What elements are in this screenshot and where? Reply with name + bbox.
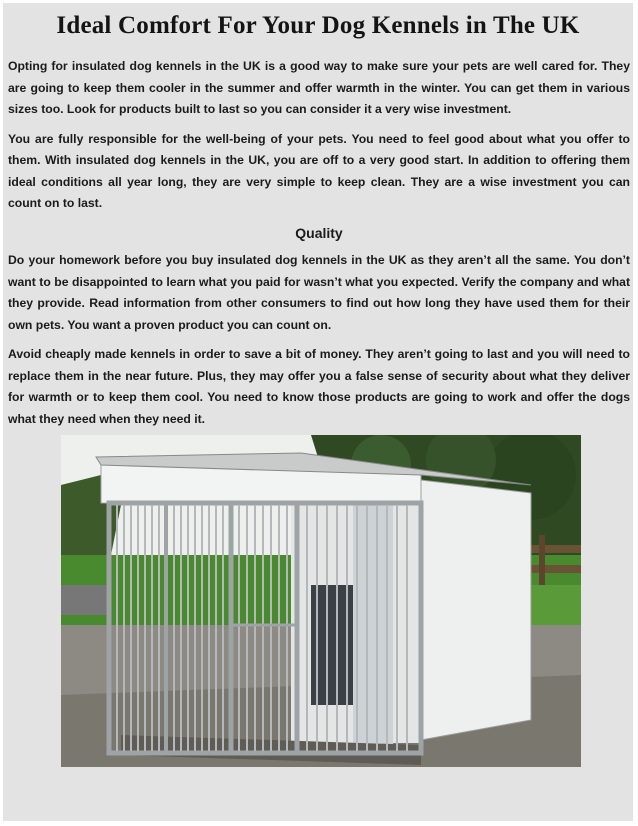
document-page <box>3 3 633 821</box>
article-body <box>8 56 630 438</box>
paragraph-4: Avoid cheaply made kennels in order to save a bit of money. They aren’t going to last and you will need to replace them in the near future. Plus, they may offer you a false sense of security about what they deliver for warmth or to keep them cool. You need to know those products are going to work and offer the dogs what they need when they need it. <box>8 347 630 426</box>
paragraph-1: Opting for insulated dog kennels in the UK is a good way to make sure your pets are well cared for. They are going to keep them cooler in the summer and offer warmth in the winter. You can get them in various sizes too. Look for products built to last so you can consider it a very wise investment. <box>8 59 630 116</box>
kennel-photo <box>61 435 581 767</box>
paragraph-3: Do your homework before you buy insulated dog kennels in the UK as they aren’t all the same. You don’t want to be disappointed to learn what you paid for wasn’t what you expected. Verify the company and what they provide. Read information from other consumers to find out how long they have used them for their own pets. You want a proven product you can count on. <box>8 253 630 332</box>
page-title: Ideal Comfort For Your Dog Kennels in The UK <box>56 12 580 39</box>
paragraph-2: You are fully responsible for the well-being of your pets. You need to feel good about what you offer to them. With insulated dog kennels in the UK, you are off to a very good start. In addition to offering them ideal conditions all year long, they are very simple to keep clean. They are a wise investment you can count on to last. <box>8 131 630 210</box>
section-heading-quality: Quality <box>295 224 343 241</box>
